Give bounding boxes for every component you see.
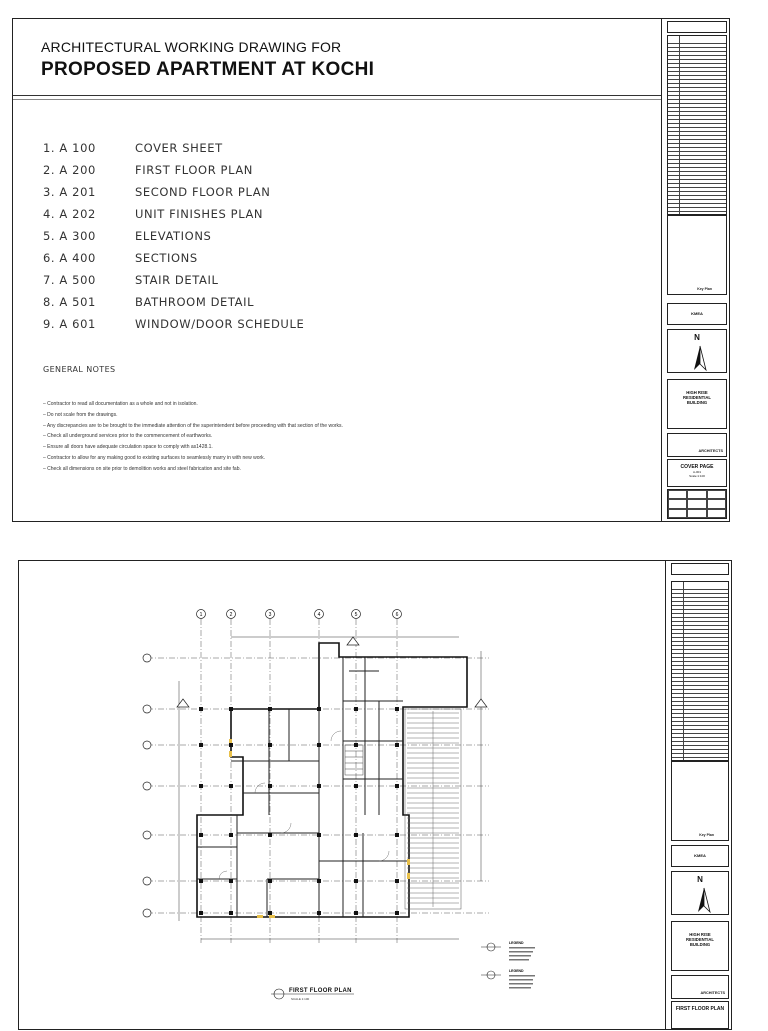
sheet-name: FIRST FLOOR PLAN xyxy=(675,1006,725,1012)
tb-building-name: HIGH RISE RESIDENTIAL BUILDING xyxy=(671,921,729,971)
drawing-name: WINDOW/DOOR SCHEDULE xyxy=(135,317,305,331)
tb-info-grid xyxy=(667,489,727,519)
key-plan-label: Key Plan xyxy=(697,287,712,291)
note-item: – Any discrepancies are to be brought to the immediate attention of the superintendent before proceeding with that section of the works. xyxy=(43,422,343,429)
drawing-number: 1. A 100 xyxy=(43,141,96,155)
grid-label: 3 xyxy=(268,612,272,618)
north-label: N xyxy=(697,875,703,884)
tb-project-label: KMEA xyxy=(671,845,729,867)
grid-label: 5 xyxy=(354,612,358,618)
general-notes xyxy=(43,399,343,475)
title-block xyxy=(665,19,729,521)
drawing-row xyxy=(43,295,304,317)
drawing-number: 2. A 200 xyxy=(43,163,96,177)
drawing-name: COVER SHEET xyxy=(135,141,223,155)
title-block xyxy=(669,561,731,1029)
sheet-sub: A-001 Scale:1:100 xyxy=(689,470,705,478)
note-item: – Check all dimensions on site prior to demolition works and steel fabrication and site fab. xyxy=(43,465,241,472)
drawing-name: BATHROOM DETAIL xyxy=(135,295,255,309)
tb-architects xyxy=(671,975,729,999)
north-arrow-icon xyxy=(672,886,736,916)
drawing-name: STAIR DETAIL xyxy=(135,273,219,287)
general-notes-heading: GENERAL NOTES xyxy=(43,365,116,374)
drawing-row xyxy=(43,273,304,295)
architects-label: ARCHITECTS xyxy=(700,991,725,995)
tb-project-label: KMEA xyxy=(667,303,727,325)
drawing-number: 9. A 601 xyxy=(43,317,96,331)
grid-label: 2 xyxy=(229,612,233,618)
cover-main-area xyxy=(13,19,662,521)
tb-key-plan xyxy=(671,761,729,841)
drawing-row xyxy=(43,185,304,207)
drawing-name: SECOND FLOOR PLAN xyxy=(135,185,271,199)
note-item: – Contractor to read all documentation as a whole and not in isolation. xyxy=(43,401,198,407)
drawing-number: 8. A 501 xyxy=(43,295,96,309)
tb-north-box xyxy=(671,871,729,915)
plan-sheet xyxy=(18,560,732,1030)
drawing-number: 6. A 400 xyxy=(43,251,96,265)
tb-sheet-name xyxy=(667,459,727,487)
title-line-1: ARCHITECTURAL WORKING DRAWING FOR xyxy=(41,39,342,55)
plan-title: FIRST FLOOR PLAN xyxy=(289,988,352,994)
drawing-number: 4. A 202 xyxy=(43,207,96,221)
title-divider xyxy=(13,95,661,96)
tb-header-note xyxy=(671,563,729,575)
note-item: – Ensure all doors have adequate circulation space to comply with as1428.1. xyxy=(43,444,213,451)
drawing-name: FIRST FLOOR PLAN xyxy=(135,163,254,177)
tb-revision-table xyxy=(667,35,727,215)
legend-heading: LEGEND xyxy=(509,941,524,945)
tb-building-name: HIGH RISE RESIDENTIAL BUILDING xyxy=(667,379,727,429)
drawing-row xyxy=(43,141,304,163)
drawing-row xyxy=(43,229,304,251)
tb-header-note xyxy=(667,21,727,33)
drawing-name: SECTIONS xyxy=(135,251,198,265)
sheet-name: COVER PAGE xyxy=(680,464,714,470)
tb-revision-table xyxy=(671,581,729,761)
north-label: N xyxy=(694,333,700,342)
title-line-2: PROPOSED APARTMENT AT KOCHI xyxy=(41,59,375,80)
plan-main-area xyxy=(19,561,666,1029)
drawing-name: ELEVATIONS xyxy=(135,229,212,243)
legend-heading: LEGEND xyxy=(509,969,524,973)
floor-plan-drawing xyxy=(19,561,665,1031)
tb-sheet-name xyxy=(671,1001,729,1029)
tb-architects xyxy=(667,433,727,457)
drawing-number: 5. A 300 xyxy=(43,229,96,243)
key-plan-label: Key Plan xyxy=(699,833,714,837)
drawing-row xyxy=(43,163,304,185)
drawing-name: UNIT FINISHES PLAN xyxy=(135,207,264,221)
drawing-list xyxy=(43,141,304,339)
grid-label: 6 xyxy=(395,612,399,618)
tb-key-plan xyxy=(667,215,727,295)
north-arrow-icon xyxy=(668,344,732,374)
grid-label: 4 xyxy=(317,612,321,618)
drawing-number: 7. A 500 xyxy=(43,273,96,287)
drawing-row xyxy=(43,251,304,273)
cover-sheet xyxy=(12,18,730,522)
title-divider-thin xyxy=(13,99,661,100)
grid-label: 1 xyxy=(199,612,203,618)
drawing-row xyxy=(43,207,304,229)
drawing-number: 3. A 201 xyxy=(43,185,96,199)
note-item: – Contractor to allow for any making good to existing surfaces to seamlessly marry in with new work. xyxy=(43,454,266,461)
plan-scale: SCALE 1:100 xyxy=(291,997,310,1001)
tb-north-box xyxy=(667,329,727,373)
note-item: – Check all underground services prior to the commencement of earthworks. xyxy=(43,433,213,440)
note-item: – Do not scale from the drawings. xyxy=(43,411,118,418)
drawing-row xyxy=(43,317,304,339)
architects-label: ARCHITECTS xyxy=(698,449,723,453)
